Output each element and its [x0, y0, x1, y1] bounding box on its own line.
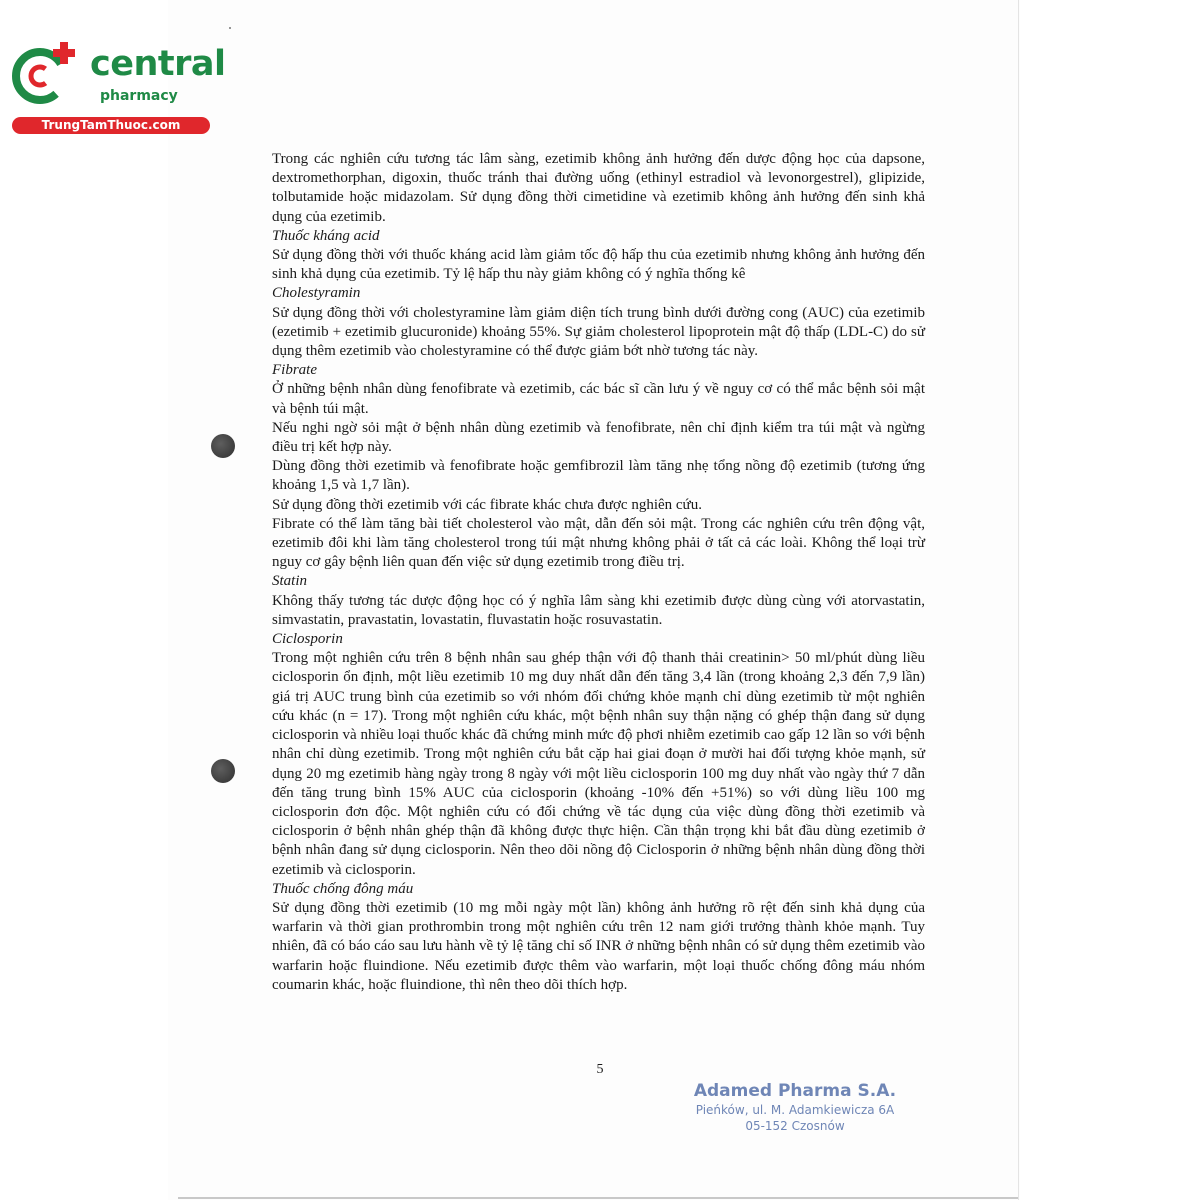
paragraph: Nếu nghi ngờ sỏi mật ở bệnh nhân dùng ezetimib và fenofibrate, nên chỉ định kiểm tra túi mật và ngừng điều trị kết hợp này.: [272, 419, 925, 456]
scan-speck: [229, 27, 231, 29]
stamp-postal-line: 05-152 Czosnów: [745, 1119, 845, 1133]
section-heading: Statin: [272, 573, 308, 590]
section-heading: Thuốc chống đông máu: [272, 880, 414, 897]
paragraph: Sử dụng đồng thời ezetimib với các fibrate khác chưa được nghiên cứu.: [272, 496, 702, 513]
section-heading: Fibrate: [272, 362, 317, 379]
paragraph: Sử dụng đồng thời với cholestyramine làm giảm diện tích trung bình dưới đường cong (AUC) của ezetimib (ezetimib + ezetimib glucuronide) khoảng 55%. Sự giảm cholesterol lipoprotein mật độ thấp (LDL-C) do sử dụng thêm ezetimib vào cholestyramine có thể được giảm bớt nhờ tương tác này.: [272, 304, 925, 360]
punch-hole-top: [211, 434, 235, 458]
paragraph: Fibrate có thể làm tăng bài tiết cholesterol vào mật, dẫn đến sỏi mật. Trong các nghiên cứu trên động vật, ezetimib đôi khi làm tăng cholesterol trong túi mật nhưng không phải ở tất cả các loài. Không thể loại trừ nguy cơ gây bệnh liên quan đến việc sử dụng ezetimib trong điều trị.: [272, 515, 925, 571]
paragraph: Không thấy tương tác dược động học có ý nghĩa lâm sàng khi ezetimib được dùng cùng với atorvastatin, simvastatin, pravastatin, lovastatin, fluvastatin hoặc rosuvastatin.: [272, 592, 925, 628]
paragraph: Trong một nghiên cứu trên 8 bệnh nhân sau ghép thận với độ thanh thải creatinin> 50 ml/phút dùng liều ciclosporin ổn định, một liều ezetimib 10 mg duy nhất dẫn đến tăng 3,4 lần (trong khoảng 2,3 đến 7,9 lần) giá trị AUC trung bình của ezetimib so với nhóm đối chứng khỏe mạnh chỉ dùng ezetimib từ một nghiên cứu khác (n = 17). Trong một nghiên cứu khác, một bệnh nhân suy thận nặng có ghép thận đang sử dụng ciclosporin và nhiều loại thuốc khác đã chứng minh mức độ phơi nhiễm ezetimib cao gấp 12 lần so với bệnh nhân chỉ dùng ezetimib. Trong một nghiên cứu bắt cặp hai giai đoạn ở mười hai đối tượng khỏe mạnh, sử dụng 20 mg ezetimib hàng ngày trong 8 ngày với một liều ciclosporin 100 mg duy nhất vào ngày thứ 7 dẫn đến tăng trung bình 15% AUC của ciclosporin (khoảng -10% đến +51%) so với dùng liều 100 mg ciclosporin đơn độc. Một nghiên cứu có đối chứng về tác dụng của việc dùng đồng thời ezetimib và ciclosporin ở bệnh nhân ghép thận đã không được thực hiện. Cần thận trọng khi bắt đầu dùng ezetimib ở bệnh nhân đang sử dụng ciclosporin. Nên theo dõi nồng độ Ciclosporin ở những bệnh nhân dùng đồng thời ezetimib và ciclosporin.: [272, 650, 925, 878]
page-edge: [1018, 0, 1019, 1200]
page-bottom-edge: [178, 1197, 1018, 1199]
punch-hole-bottom: [211, 759, 235, 783]
paragraph: Sử dụng đồng thời ezetimib (10 mg mỗi ngày một lần) không ảnh hưởng rõ rệt đến sinh khả dụng của warfarin và thời gian prothrombin trong một nghiên cứu trên 12 nam giới trưởng thành khỏe mạnh. Tuy nhiên, đã có báo cáo sau lưu hành về tỷ lệ tăng chỉ số INR ở những bệnh nhân có sử dụng thêm ezetimib vào warfarin hoặc fluindione. Nếu ezetimib được thêm vào warfarin, một loại thuốc chống đông máu nhóm coumarin khác, hoặc fluindione, thì nên theo dõi thích hợp.: [272, 899, 925, 993]
stamp-company-name: Adamed Pharma S.A.: [693, 1081, 897, 1101]
logo-url-banner: TrungTamThuoc.com: [12, 117, 210, 134]
paragraph: Sử dụng đồng thời với thuốc kháng acid làm giảm tốc độ hấp thu của ezetimib nhưng không ảnh hưởng đến sinh khả dụng của ezetimib. Tỷ lệ hấp thu này giảm không có ý nghĩa thống kê: [272, 247, 925, 283]
paragraph: Trong các nghiên cứu tương tác lâm sàng, ezetimib không ảnh hưởng đến dược động học của dapsone, dextromethorphan, digoxin, thuốc tránh thai đường uống (ethinyl estradiol và levonorgestrel), glipizide, tolbutamide hoặc midazolam. Sử dụng đồng thời cimetidine và ezetimib không ảnh hưởng đến sinh khả dụng của ezetimib.: [272, 151, 925, 225]
central-pharmacy-logo: [10, 38, 226, 134]
page-number: 5: [596, 1062, 604, 1077]
paragraph: Ở những bệnh nhân dùng fenofibrate và ezetimib, các bác sĩ cần lưu ý về nguy cơ có thể mắc bệnh sỏi mật và bệnh túi mật.: [272, 381, 925, 417]
pharmacy-logo-icon: [10, 38, 82, 110]
section-heading: Thuốc kháng acid: [272, 227, 380, 244]
section-heading: Ciclosporin: [272, 631, 343, 648]
document-body: [272, 150, 925, 995]
logo-name: central: [90, 44, 226, 84]
paragraph: Dùng đồng thời ezetimib và fenofibrate hoặc gemfibrozil làm tăng nhẹ tổng nồng độ ezetimib (tương ứng khoảng 1,5 và 1,7 lần).: [272, 458, 925, 494]
company-stamp: [690, 1080, 900, 1134]
stamp-address-line: Pieńków, ul. M. Adamkiewicza 6A: [695, 1103, 895, 1117]
section-heading: Cholestyramin: [272, 285, 361, 302]
logo-subtitle: pharmacy: [100, 88, 178, 104]
